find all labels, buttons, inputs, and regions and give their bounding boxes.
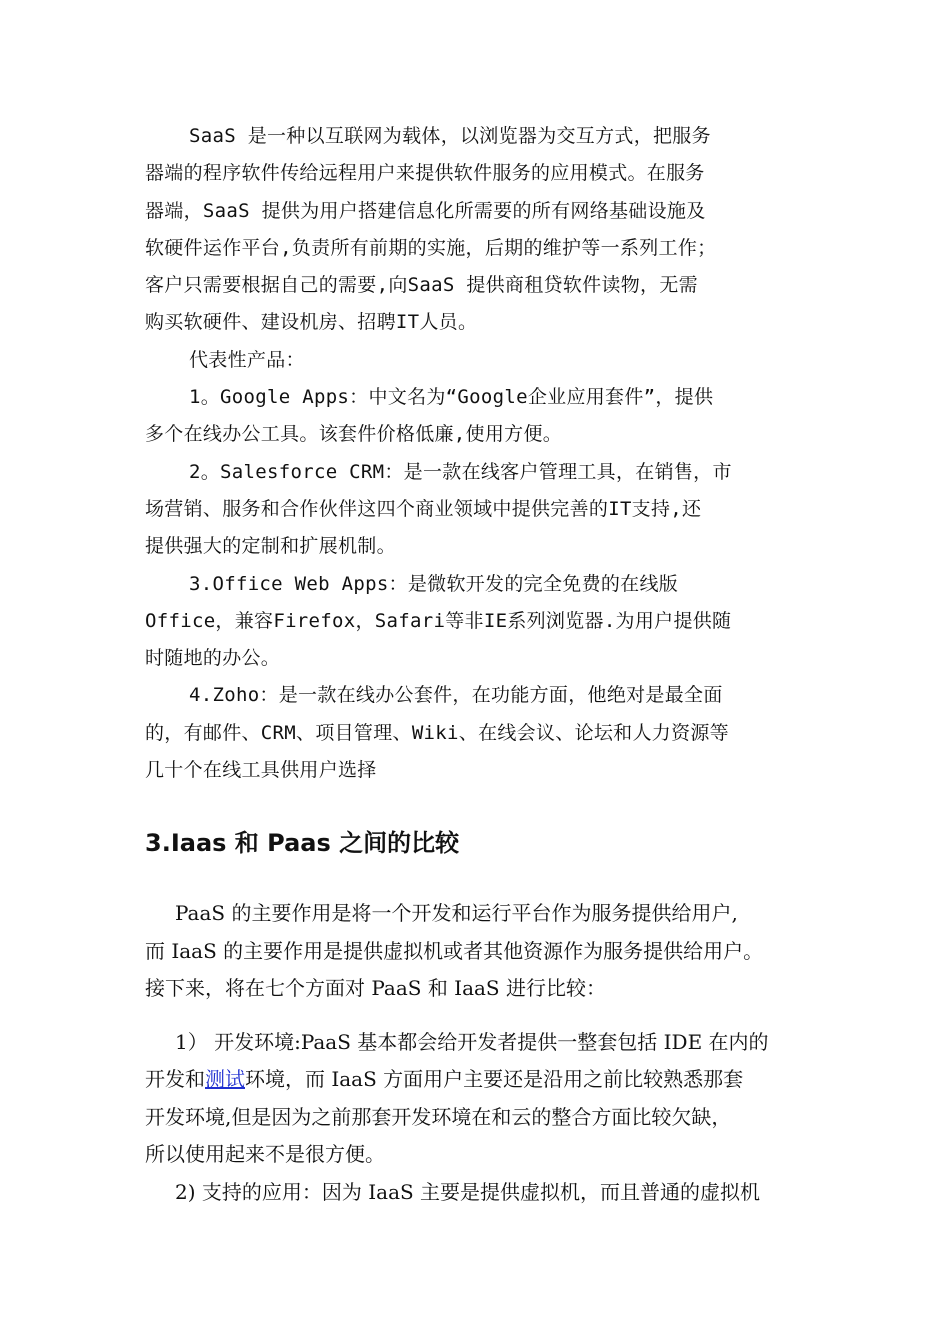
product-line: 3.Office Web Apps：是微软开发的完全免费的在线版 [189,572,679,595]
comparison-intro-line: 而 IaaS 的主要作用是提供虚拟机或者其他资源作为服务提供给用户。 [145,938,764,963]
comparison-item-2 [145,1174,825,1212]
saas-intro-line: SaaS 是一种以互联网为载体，以浏览器为交互方式，把服务 [189,125,711,147]
item-line: 所以使用起来不是很方便。 [145,1142,385,1167]
item-text: 开发和 [145,1067,205,1092]
saas-intro-line: 购买软硬件、建设机房、招聘IT人员。 [145,311,478,334]
comparison-intro-line: PaaS 的主要作用是将一个开发和运行平台作为服务提供给用户, [175,901,738,926]
products-label: 代表性产品： [189,348,305,371]
saas-intro-line: 器端，SaaS 提供为用户搭建信息化所需要的所有网络基础设施及 [145,199,706,222]
product-line: 1。Google Apps：中文名为“Google企业应用套件”，提供 [189,386,714,409]
item-line: 2) 支持的应用：因为 IaaS 主要是提供虚拟机，而且普通的虚拟机 [175,1179,761,1204]
item-line: 开发环境,但是因为之前那套开发环境在和云的整合方面比较欠缺， [145,1104,732,1129]
item-line: 1） 开发环境:PaaS 基本都会给开发者提供一整套包括 IDE 在内的 [175,1029,769,1054]
comparison-intro-line: 接下来，将在七个方面对 PaaS 和 IaaS 进行比较： [145,976,606,1001]
document-body [145,118,825,1211]
product-line: 的，有邮件、CRM、项目管理、Wiki、在线会议、论坛和人力资源等 [145,721,729,744]
saas-intro-line: 器端的程序软件传给远程用户来提供软件服务的应用模式。在服务 [145,162,705,185]
comparison-item-1 [145,1024,825,1174]
saas-intro-line: 客户只需要根据自己的需要,向SaaS 提供商租贷软件读物，无需 [145,274,698,297]
comparison-intro [145,895,825,1008]
product-line: 场营销、服务和合作伙伴这四个商业领域中提供完善的IT支持,还 [145,497,702,520]
product-line: 几十个在线工具供用户选择 [145,759,377,782]
product-line: 多个在线办公工具。该套件价格低廉,使用方便。 [145,423,563,446]
saas-section [145,118,825,789]
product-line: 时随地的办公。 [145,647,281,670]
product-line: 4.Zoho：是一款在线办公套件，在功能方面，他绝对是最全面 [189,684,723,707]
test-link[interactable]: 测试 [205,1067,245,1092]
product-line: 2。Salesforce CRM：是一款在线客户管理工具，在销售，市 [189,460,732,483]
item-text: 环境，而 IaaS 方面用户主要还是沿用之前比较熟悉那套 [245,1067,744,1092]
section-heading: 3.Iaas 和 Paas 之间的比较 [145,829,460,858]
product-line: 提供强大的定制和扩展机制。 [145,535,396,558]
saas-intro-line: 软硬件运作平台,负责所有前期的实施，后期的维护等一系列工作； [145,236,717,259]
product-line: Office，兼容Firefox，Safari等非IE系列浏览器.为用户提供随 [145,609,732,632]
item-line [145,1061,825,1099]
